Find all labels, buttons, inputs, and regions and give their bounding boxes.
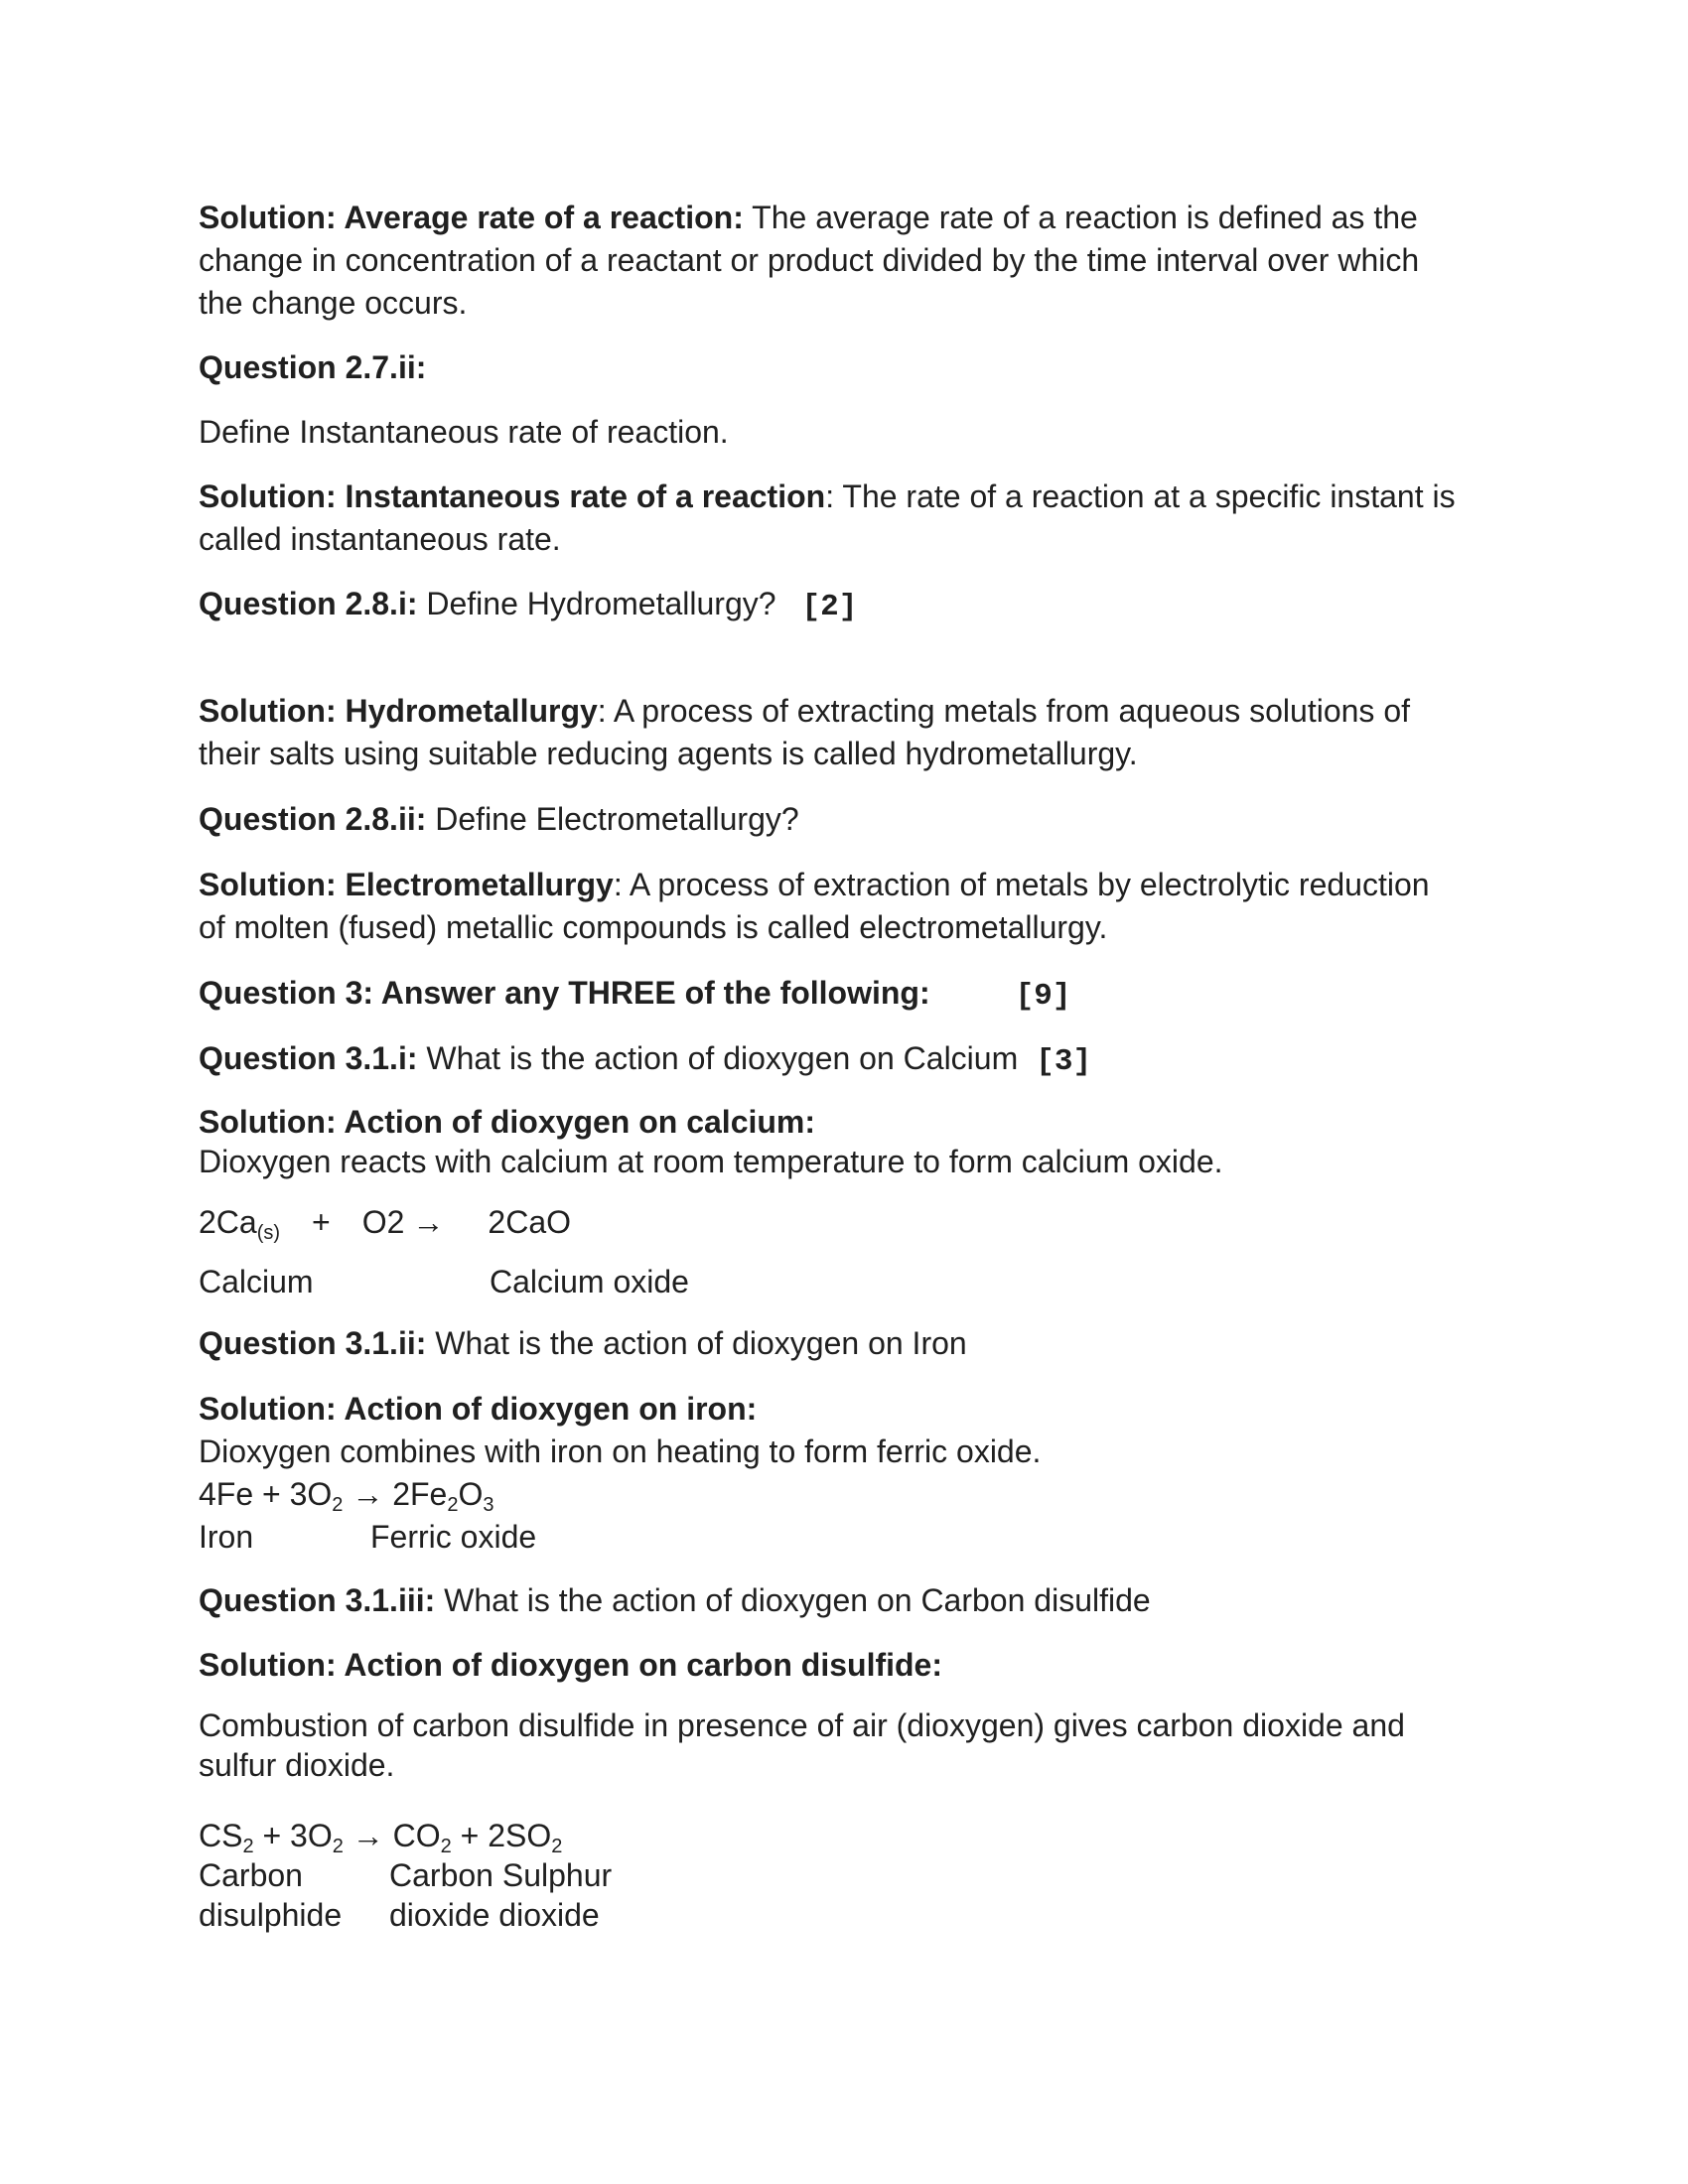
solution-calcium [199, 1102, 1489, 1181]
solution-label: Solution: Instantaneous rate of a reaction [199, 478, 826, 514]
equation-term: + 3O [253, 1818, 333, 1853]
compound-name: Ferric oxide [370, 1519, 537, 1555]
question-label: Question 2.8.ii: [199, 801, 427, 837]
equation-subscript: (s) [256, 1222, 281, 1244]
solution-text: Dioxygen combines with iron on heating to form ferric oxide. [199, 1433, 1042, 1469]
question-label: Question 3: Answer any THREE of the following: [199, 975, 930, 1011]
question-text: Define Electrometallurgy? [426, 801, 799, 837]
solution-text: Dioxygen reacts with calcium at room temperature to form calcium oxide. [199, 1144, 1223, 1179]
solution-text: the change occurs. [199, 285, 468, 321]
solution-label: Solution: Action of dioxygen on carbon disulfide: [199, 1647, 942, 1683]
solution-text: change in concentration of a reactant or product divided by the time interval over which [199, 242, 1420, 278]
solution-electrometallurgy [199, 864, 1489, 949]
solution-average-rate [199, 197, 1489, 325]
question-3-1-i [199, 1037, 1489, 1083]
solution-carbon-disulfide-heading [199, 1644, 1489, 1687]
question-text: What is the action of dioxygen on Iron [426, 1325, 967, 1361]
equation-term: 2Ca [199, 1204, 257, 1240]
question-3 [199, 972, 1489, 1018]
compound-name: Iron [199, 1519, 254, 1555]
equation-term: O2 [361, 1204, 405, 1240]
equation-term: + 2SO [451, 1818, 552, 1853]
equation-term: → 2Fe [343, 1476, 448, 1512]
question-label: Question 2.8.i: [199, 586, 418, 621]
solution-text: called instantaneous rate. [199, 521, 561, 557]
solution-text: their salts using suitable reducing agents is called hydrometallurgy. [199, 736, 1138, 771]
question-text: Define Instantaneous rate of reaction. [199, 414, 729, 450]
compound-name: Carbon [199, 1857, 303, 1893]
question-label: Question 2.7.ii: [199, 349, 427, 385]
marks-badge: [9] [1015, 979, 1071, 1014]
equation-term: 4Fe + 3O [199, 1476, 333, 1512]
equation-term: + [312, 1204, 331, 1240]
marks-badge: [2] [801, 590, 858, 624]
equation-subscript: 2 [332, 1836, 344, 1857]
equation-subscript: 2 [440, 1836, 452, 1857]
solution-label: Solution: Action of dioxygen on iron: [199, 1391, 758, 1427]
question-2-8-ii [199, 798, 1489, 841]
equation-term: 2CaO [488, 1204, 571, 1240]
question-label: Question 3.1.ii: [199, 1325, 427, 1361]
question-text: Define Hydrometallurgy? [417, 586, 776, 621]
solution-label: Solution: Action of dioxygen on calcium: [199, 1104, 816, 1140]
question-label: Question 3.1.i: [199, 1040, 418, 1076]
solution-text: Combustion of carbon disulfide in presence of air (dioxygen) gives carbon dioxide and [199, 1707, 1405, 1743]
solution-iron [199, 1388, 1489, 1559]
question-text: What is the action of dioxygen on Calcium [417, 1040, 1019, 1076]
solution-carbon-disulfide-text [199, 1706, 1489, 1785]
solution-instantaneous-rate [199, 476, 1489, 561]
equation-subscript: 2 [332, 1494, 344, 1516]
question-label: Question 3.1.iii: [199, 1582, 436, 1618]
equation-subscript: 2 [242, 1836, 254, 1857]
solution-text: sulfur dioxide. [199, 1747, 395, 1783]
question-3-1-ii [199, 1322, 1489, 1365]
solution-text: of molten (fused) metallic compounds is called electrometallurgy. [199, 909, 1108, 945]
compound-name: Calcium [199, 1264, 314, 1299]
compound-name: Carbon Sulphur [389, 1857, 613, 1893]
question-3-1-iii [199, 1579, 1489, 1622]
solution-text: : A process of extraction of metals by electrolytic reduction [613, 867, 1430, 902]
marks-badge: [3] [1036, 1044, 1092, 1079]
equation-subscript: 3 [483, 1494, 494, 1516]
solution-text: : A process of extracting metals from aqueous solutions of [597, 693, 1410, 729]
equation-subscript: 2 [447, 1494, 459, 1516]
solution-label: Solution: Hydrometallurgy [199, 693, 598, 729]
question-2-7-ii-heading [199, 346, 1489, 389]
question-2-7-ii-text [199, 411, 1489, 454]
solution-label: Solution: Average rate of a reaction: [199, 200, 744, 235]
equation-carbon-disulfide [199, 1816, 1489, 1935]
compound-name: Calcium oxide [490, 1264, 689, 1299]
solution-text: The average rate of a reaction is defined as the [743, 200, 1418, 235]
question-text: What is the action of dioxygen on Carbon disulfide [435, 1582, 1151, 1618]
equation-names-calcium [199, 1261, 1489, 1303]
solution-text: : The rate of a reaction at a specific instant is [825, 478, 1456, 514]
equation-term: CS [199, 1818, 243, 1853]
solution-hydrometallurgy [199, 690, 1489, 775]
equation-term: O [458, 1476, 484, 1512]
equation-subscript: 2 [551, 1836, 563, 1857]
question-2-8-i [199, 583, 1489, 628]
solution-label: Solution: Electrometallurgy [199, 867, 614, 902]
compound-name: disulphide [199, 1897, 343, 1933]
compound-name: dioxide dioxide [389, 1897, 600, 1933]
equation-calcium [199, 1201, 1489, 1244]
equation-iron [199, 1473, 1489, 1516]
equation-arrow: → [412, 1204, 445, 1240]
equation-term: → CO [343, 1818, 441, 1853]
